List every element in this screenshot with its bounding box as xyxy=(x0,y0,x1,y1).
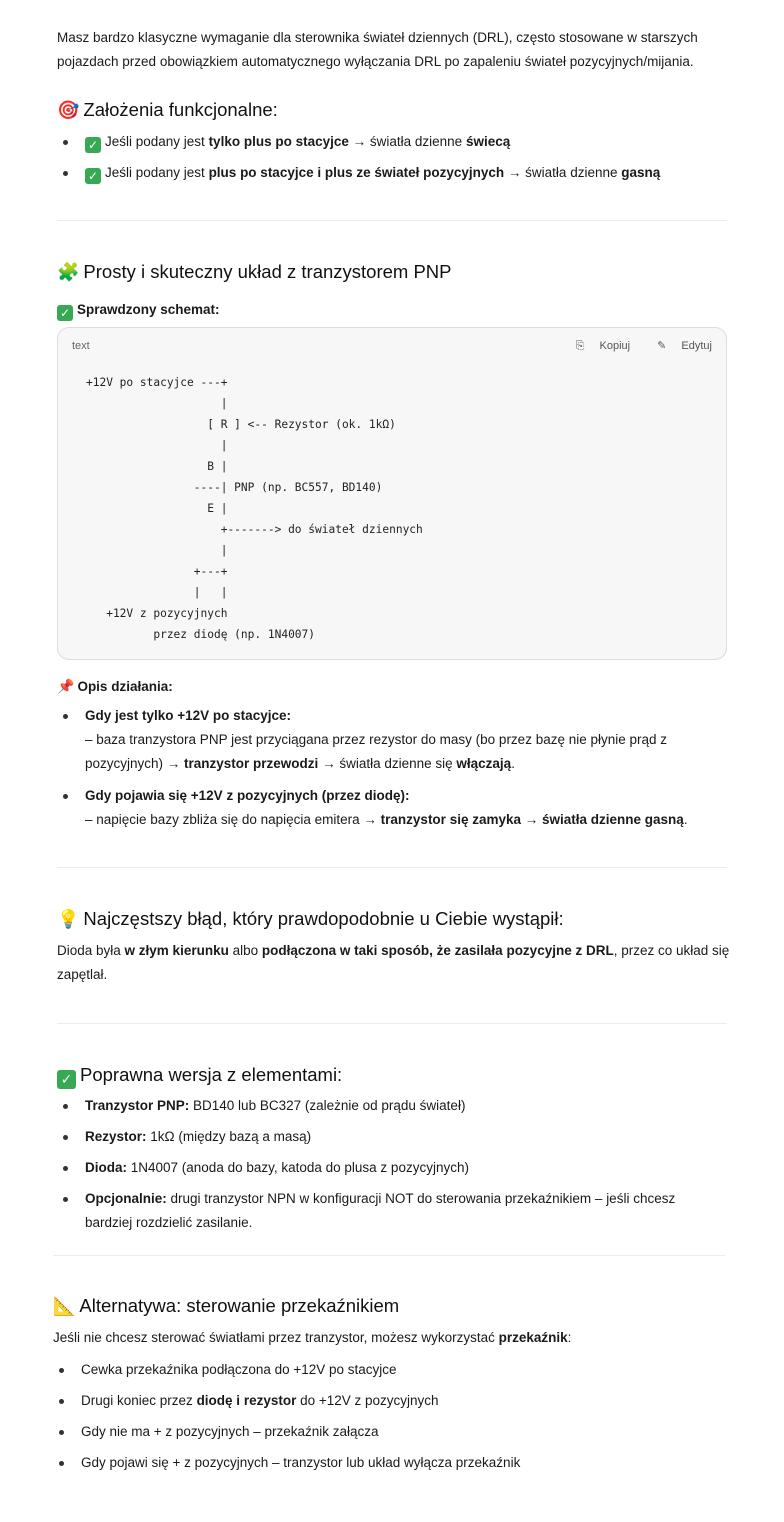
pin-icon: 📌 xyxy=(57,678,75,694)
operation-list xyxy=(57,704,737,832)
correct-heading: ✓ Poprawna wersja z elementami: xyxy=(57,1062,342,1089)
check-icon: ✓ xyxy=(85,168,101,184)
intro-line-2: pojazdach przed obowiązkiem automatycznego wyłączania DRL po zapaleniu świateł pozycyjnych/mijania. xyxy=(57,54,694,69)
list-item: ✓ Jeśli podany jest plus po stacyjce i plus ze świateł pozycyjnych → światła dzienne gasną xyxy=(57,161,737,185)
circuit-heading: 🧩 Prosty i skuteczny układ z tranzystorem PNP xyxy=(57,261,452,282)
copy-button[interactable]: ⎘ Kopiuj xyxy=(575,340,631,352)
check-icon: ✓ xyxy=(57,305,73,321)
list-item: Gdy pojawi się + z pozycyjnych – tranzystor lub układ wyłącza przekaźnik xyxy=(53,1451,733,1475)
mistake-heading: 💡 Najczęstszy błąd, który prawdopodobnie u Ciebie wystąpił: xyxy=(57,908,564,929)
schema-heading: ✓ Sprawdzony schemat: xyxy=(57,299,220,321)
list-item: Tranzystor PNP: BD140 lub BC327 (zależnie od prądu świateł) xyxy=(57,1094,737,1118)
divider xyxy=(57,220,727,221)
relay-intro: Jeśli nie chcesz sterować światłami przez tranzystor, możesz wykorzystać przekaźnik: xyxy=(53,1330,572,1345)
list-item: Rezystor: 1kΩ (między bazą a masą) xyxy=(57,1125,737,1149)
divider xyxy=(53,1255,725,1256)
list-item: ✓ Jeśli podany jest tylko plus po stacyjce → światła dzienne świecą xyxy=(57,130,737,154)
divider xyxy=(57,1023,727,1024)
list-item: Opcjonalnie: drugi tranzystor NPN w konfiguracji NOT do sterowania przekaźnikiem – jeśli chcesz bardziej rozdzielić zasilanie. xyxy=(57,1187,737,1235)
operation-heading: 📌 Opis działania: xyxy=(57,678,173,694)
code-actions xyxy=(552,334,712,358)
copy-icon: ⎘ xyxy=(575,340,585,352)
list-item: Dioda: 1N4007 (anoda do bazy, katoda do plusa z pozycyjnych) xyxy=(57,1156,737,1180)
divider xyxy=(57,867,727,868)
list-item: Gdy pojawia się +12V z pozycyjnych (przez diodę): – napięcie bazy zbliża się do napięcia emitera → tranzystor się zamyka → światła dzienne gasną. xyxy=(57,784,737,832)
pencil-icon: ✎ xyxy=(657,340,667,352)
list-item: Gdy nie ma + z pozycyjnych – przekaźnik załącza xyxy=(53,1420,733,1444)
list-item: Gdy jest tylko +12V po stacyjce: – baza tranzystora PNP jest przyciągana przez rezystor do masy (bo przez bazę nie płynie prąd z pozycyjnych) → tranzystor przewodzi → światła dzienne się włączają. xyxy=(57,704,737,776)
relay-heading: 📐 Alternatywa: sterowanie przekaźnikiem xyxy=(53,1295,400,1316)
code-block xyxy=(57,327,727,660)
relay-list xyxy=(53,1358,733,1475)
target-icon: 🎯 xyxy=(57,100,80,120)
list-item: Cewka przekaźnika podłączona do +12V po stacyjce xyxy=(53,1358,733,1382)
check-icon: ✓ xyxy=(85,137,101,153)
check-icon: ✓ xyxy=(57,1070,76,1089)
lightbulb-icon: 💡 xyxy=(57,909,80,929)
intro-line-1: Masz bardzo klasyczne wymaganie dla sterownika świateł dziennych (DRL), często stosowane w starszych xyxy=(57,30,698,45)
components-list xyxy=(57,1094,737,1235)
assumptions-heading: 🎯 Założenia funkcjonalne: xyxy=(57,99,278,120)
triangle-ruler-icon: 📐 xyxy=(53,1296,76,1316)
schematic-code: +12V po stacyjce ---+ | [ R ] <-- Rezystor (ok. 1kΩ) | B | ----| PNP (np. BC557, BD140) E | +-------> do świateł dziennych | +---+ | | +12V z pozycyjnych przez diodę (np. 1N4007) xyxy=(86,376,423,641)
puzzle-icon: 🧩 xyxy=(57,262,80,282)
assumptions-list xyxy=(57,130,737,185)
mistake-text: Dioda była w złym kierunku albo podłączona w taki sposób, że zasilała pozycyjne z DRL, przez co układ się zapętlał. xyxy=(57,943,730,982)
edit-button[interactable]: ✎ Edytuj xyxy=(657,340,712,352)
list-item: Drugi koniec przez diodę i rezystor do +12V z pozycyjnych xyxy=(53,1389,733,1413)
code-language: text xyxy=(72,340,90,352)
